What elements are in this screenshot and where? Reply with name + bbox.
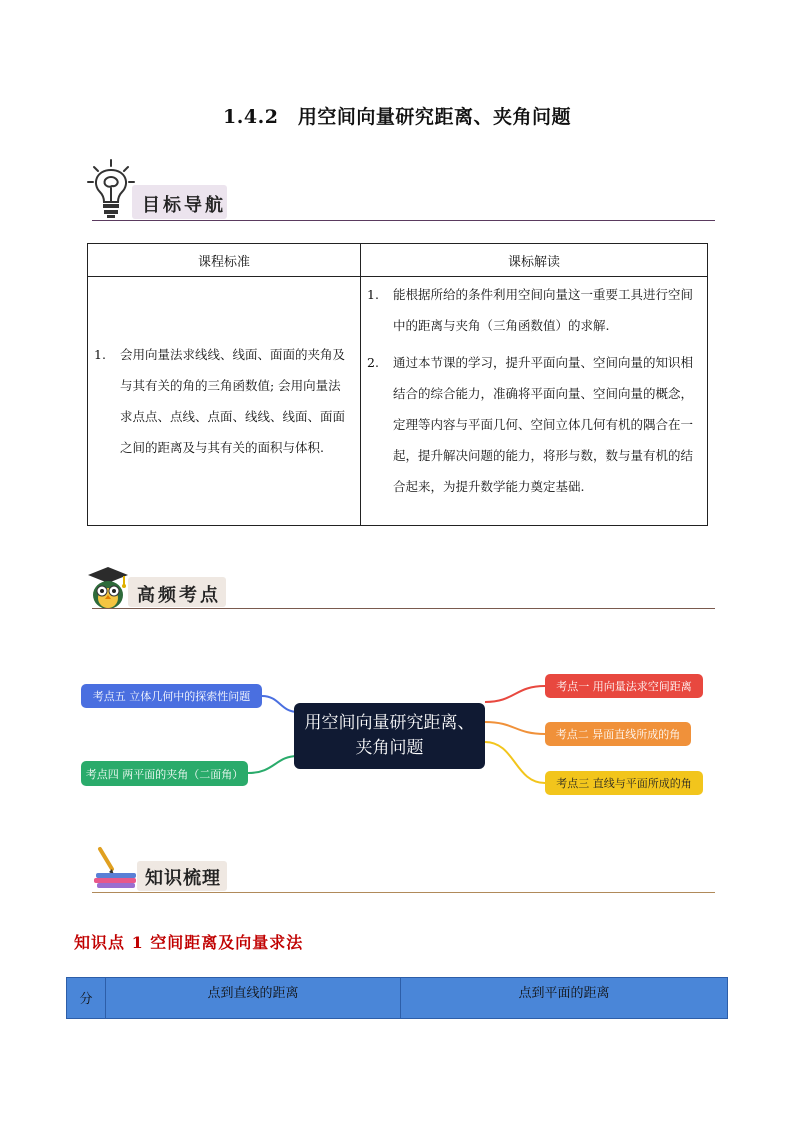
list-number: 2. [367,355,379,370]
books-pencil-icon [90,845,140,891]
mindmap-node-4: 考点四 两平面的夹角（二面角） [81,761,248,786]
list-text: 通过本节课的学习，提升平面向量、空间向量的知识相结合的综合能力，准确将平面向量、空间向量的概念，定理等内容与平面几何、空间立体几何有机的隅合在一起，提升解决问题的能力，将形与数，数与量有机的结合起来，为提升数学能力奠定基础. [393,355,694,494]
list-item [94,339,352,463]
section-label-goal: 目标导航 [142,195,226,216]
page-title: 1.4.2 用空间向量研究距离、夹角问题 [223,106,571,128]
list-text: 能根据所给的条件利用空间向量这一重要工具进行空间中的距离与夹角（三角函数值）的求解. [393,287,694,333]
list-item [367,347,701,502]
interpretation-cell [361,277,708,526]
section-label-knowledge: 知识梳理 [145,868,221,889]
table-header: 分 [67,978,106,1019]
knowledge-point-title: 知识点 1 空间距离及向量求法 [74,933,304,952]
lightbulb-brain-icon [86,158,136,220]
section-label-freq: 高频考点 [137,585,221,606]
mindmap-node-1: 考点一 用向量法求空间距离 [545,674,703,698]
mindmap-node-3: 考点三 直线与平面所成的角 [545,771,703,795]
standards-table [87,243,708,526]
list-item [367,279,701,341]
list-number: 1. [367,287,379,302]
mindmap-node-2: 考点二 异面直线所成的角 [545,722,691,746]
list-text: 会用向量法求线线、线面、面面的夹角及与其有关的角的三角函数值; 会用向量法求点点、点线、点面、线线、线面、面面之间的距离及与其有关的面积与体积. [120,347,346,455]
standards-cell [88,277,361,526]
section-divider [92,608,715,609]
section-divider [92,220,715,221]
table-header: 课标解读 [361,244,708,277]
mindmap-node-5: 考点五 立体几何中的探索性问题 [81,684,262,708]
section-divider [92,892,715,893]
mindmap-center-node: 用空间向量研究距离、夹角问题 [294,703,485,769]
list-number: 1. [94,347,106,362]
table-header: 点到直线的距离 [106,978,401,1019]
distance-table [66,977,728,1019]
graduate-owl-icon [86,565,130,611]
table-header: 点到平面的距离 [401,978,728,1019]
table-header: 课程标准 [88,244,361,277]
